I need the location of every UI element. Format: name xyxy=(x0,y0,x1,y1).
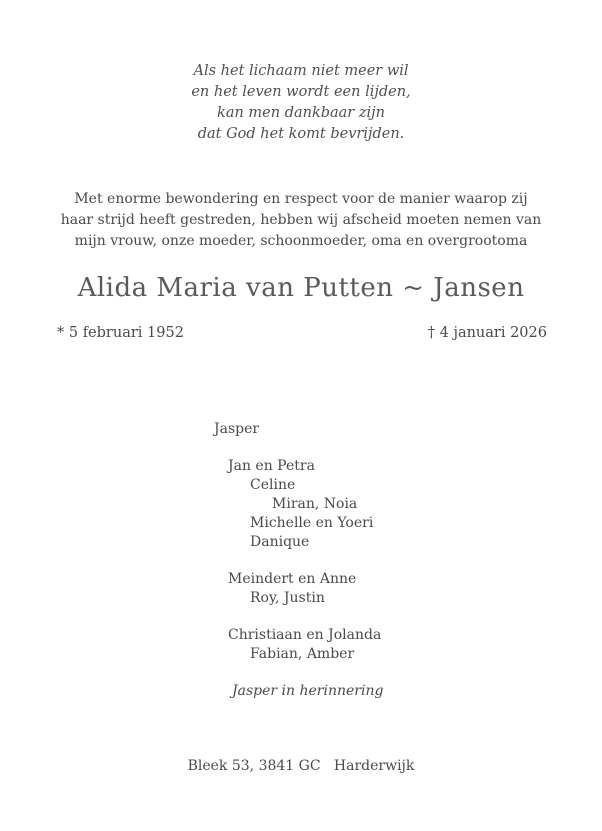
intro-line: haar strijd heeft gestreden, hebben wij afscheid moeten nemen van xyxy=(60,212,542,228)
grandchild: Danique xyxy=(250,534,310,550)
child-couple: Jan en Petra xyxy=(228,458,315,474)
great-grandchildren: Miran, Noia xyxy=(272,496,358,512)
deceased-name: Alida Maria van Putten ~ Jansen xyxy=(77,273,525,303)
birth-date: * 5 februari 1952 xyxy=(57,325,184,341)
grandchild: Celine xyxy=(250,477,296,493)
grandchild: Fabian, Amber xyxy=(250,646,355,662)
intro-line: mijn vrouw, onze moeder, schoonmoeder, oma en overgrootoma xyxy=(74,233,528,249)
child-couple: Christiaan en Jolanda xyxy=(228,627,382,643)
child-couple: Meindert en Anne xyxy=(228,571,357,587)
address: Bleek 53, 3841 GC Harderwijk xyxy=(187,758,415,774)
death-date: † 4 januari 2026 xyxy=(427,325,547,341)
in-memoriam: Jasper in herinnering xyxy=(232,683,384,699)
poem-line: kan men dankbaar zijn xyxy=(217,105,385,121)
intro-text xyxy=(0,189,602,252)
poem-line: en het leven wordt een lijden, xyxy=(191,84,411,100)
poem-line: Als het lichaam niet meer wil xyxy=(193,63,409,79)
poem-line: dat God het komt bevrijden. xyxy=(197,126,405,142)
spouse-name: Jasper xyxy=(214,421,260,437)
grandchild: Michelle en Yoeri xyxy=(250,515,374,531)
intro-line: Met enorme bewondering en respect voor de manier waarop zij xyxy=(74,191,528,207)
grandchild: Roy, Justin xyxy=(250,590,325,606)
poem xyxy=(0,61,602,145)
